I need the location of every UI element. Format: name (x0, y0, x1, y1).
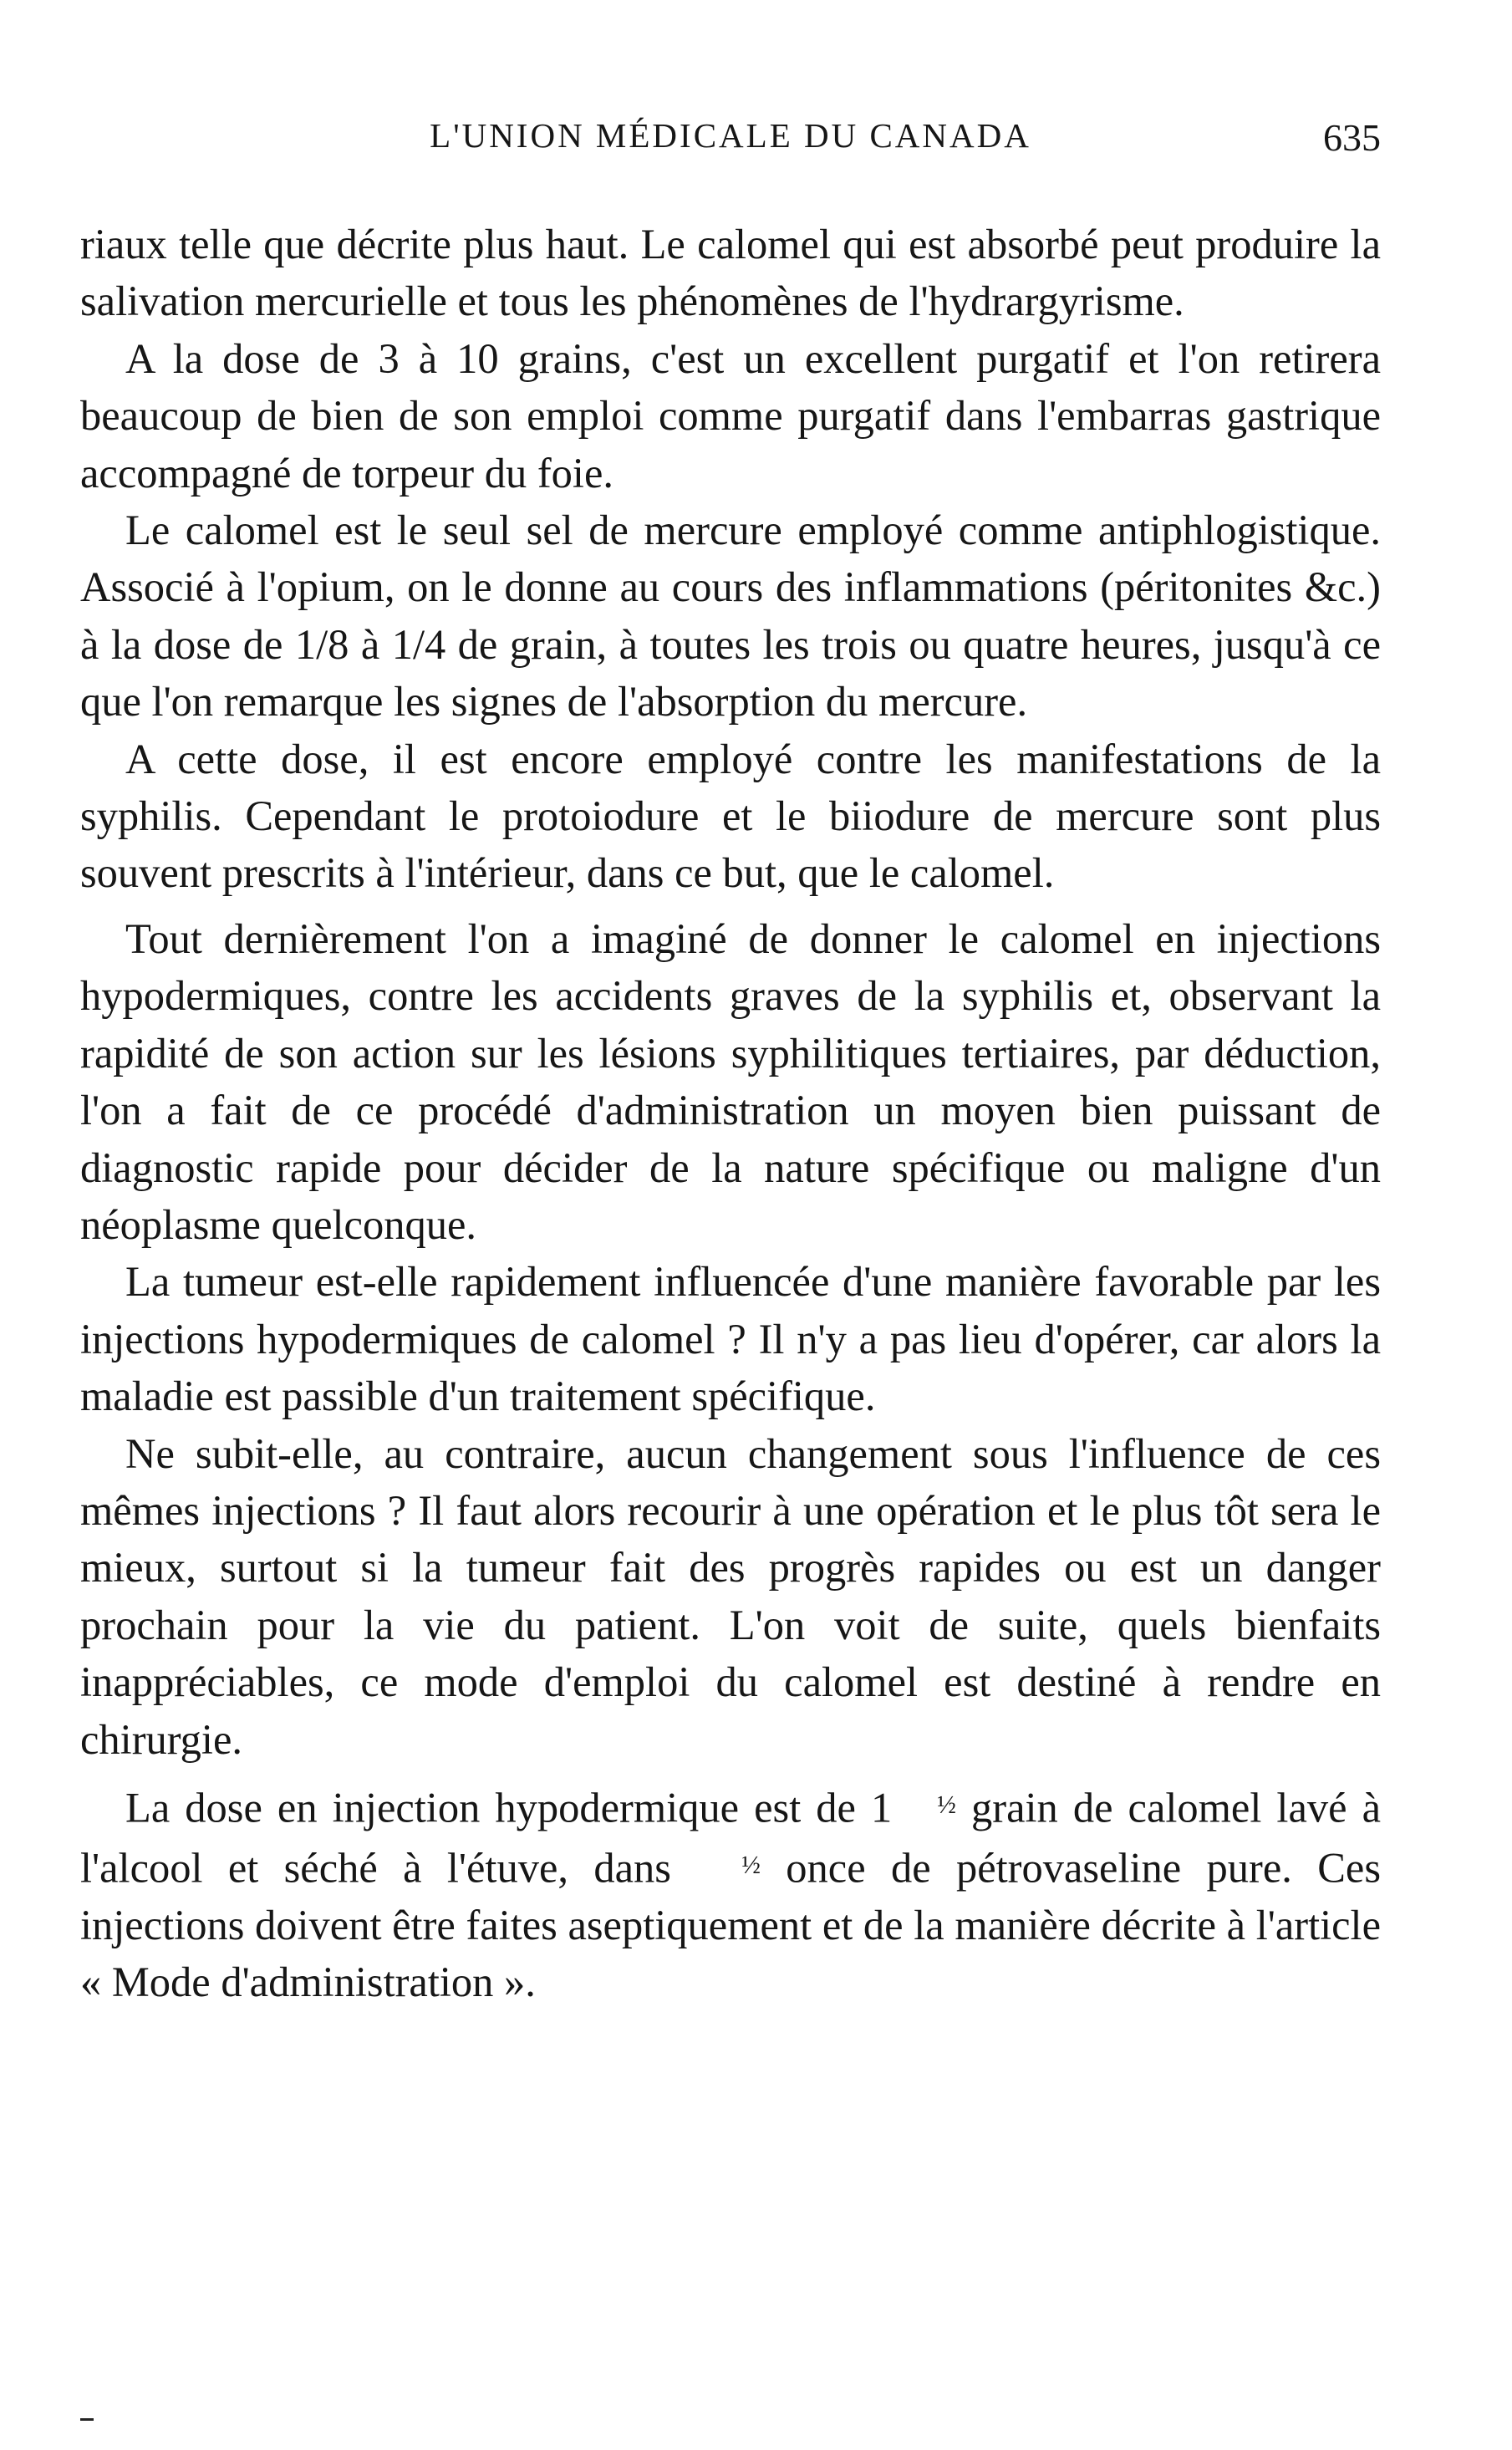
paragraph-purgatif: A la dose de 3 à 10 grains, c'est un excellent purgatif et l'on retirera beaucoup de bien de son emploi comme purgatif dans l'embarras gastrique accompagné de torpeur du foie. (80, 334, 1381, 497)
paragraph-injections: Tout dernièrement l'on a imaginé de donner le calomel en injections hypodermiques, contre les accidents graves de la syphilis et, observant la rapidité de son action sur les lésions syphilitiques tertiaires, par déduction, l'on a fait de ce procédé d'administration un moyen bien puissant de diagnostic rapide pour décider de la nature spécifique ou maligne d'un néoplasme quelconque. (80, 914, 1381, 1248)
journal-title: L'UNION MÉDICALE DU CANADA (430, 116, 1031, 155)
half-fraction: ½ (741, 1850, 761, 1879)
dose-text-middle: grain de calomel lavé à l'alcool et séché à l'étuve, dans (80, 1784, 1381, 1892)
dose-fraction: ½ (937, 1790, 956, 1819)
dose-text-start: La dose en injection hypodermique est de 1 (125, 1784, 893, 1831)
dose-text-end: once de pétrovaseline pure. Ces injections doivent être faites aseptiquement et de la manière décrite à l'article « Mode d'administration ». (80, 1844, 1381, 2006)
page-number: 635 (1323, 116, 1381, 159)
paragraph-syphilis: A cette dose, il est encore employé contre les manifestations de la syphilis. Cependant le protoiodure et le biiodure de mercure sont plus souvent prescrits à l'intérieur, dans ce but, que le calomel. (80, 735, 1381, 897)
printer-mark (80, 2418, 94, 2421)
paragraph-continuation: riaux telle que décrite plus haut. Le calomel qui est absorbé peut produire la salivation mercurielle et tous les phénomènes de l'hydrargyrisme. (80, 221, 1381, 325)
paragraph-antiphlogistique: Le calomel est le seul sel de mercure employé comme antiphlogistique. Associé à l'opium, on le donne au cours des inflammations (péritonites &c.) à la dose de 1/8 à 1/4 de grain, à toutes les trois ou quatre heures, jusqu'à ce que l'on remarque les signes de l'absorption du mercure. (80, 507, 1381, 726)
paragraph-dose (80, 1776, 1381, 2011)
running-head (80, 115, 1381, 174)
paragraph-operation: Ne subit-elle, au contraire, aucun changement sous l'influence de ces mêmes injections ? Il faut alors recourir à une opération et le plus tôt sera le mieux, surtout si la tumeur fait des progrès rapides ou est un danger prochain pour la vie du patient. L'on voit de suite, quels bienfaits inappréciables, ce mode d'emploi du calomel est destiné à rendre en chirurgie. (80, 1429, 1381, 1763)
body-text (80, 216, 1381, 2011)
paragraph-tumeur: La tumeur est-elle rapidement influencée d'une manière favorable par les injections hypodermiques de calomel ? Il n'y a pas lieu d'opérer, car alors la maladie est passible d'un traitement spécifique. (80, 1258, 1381, 1420)
